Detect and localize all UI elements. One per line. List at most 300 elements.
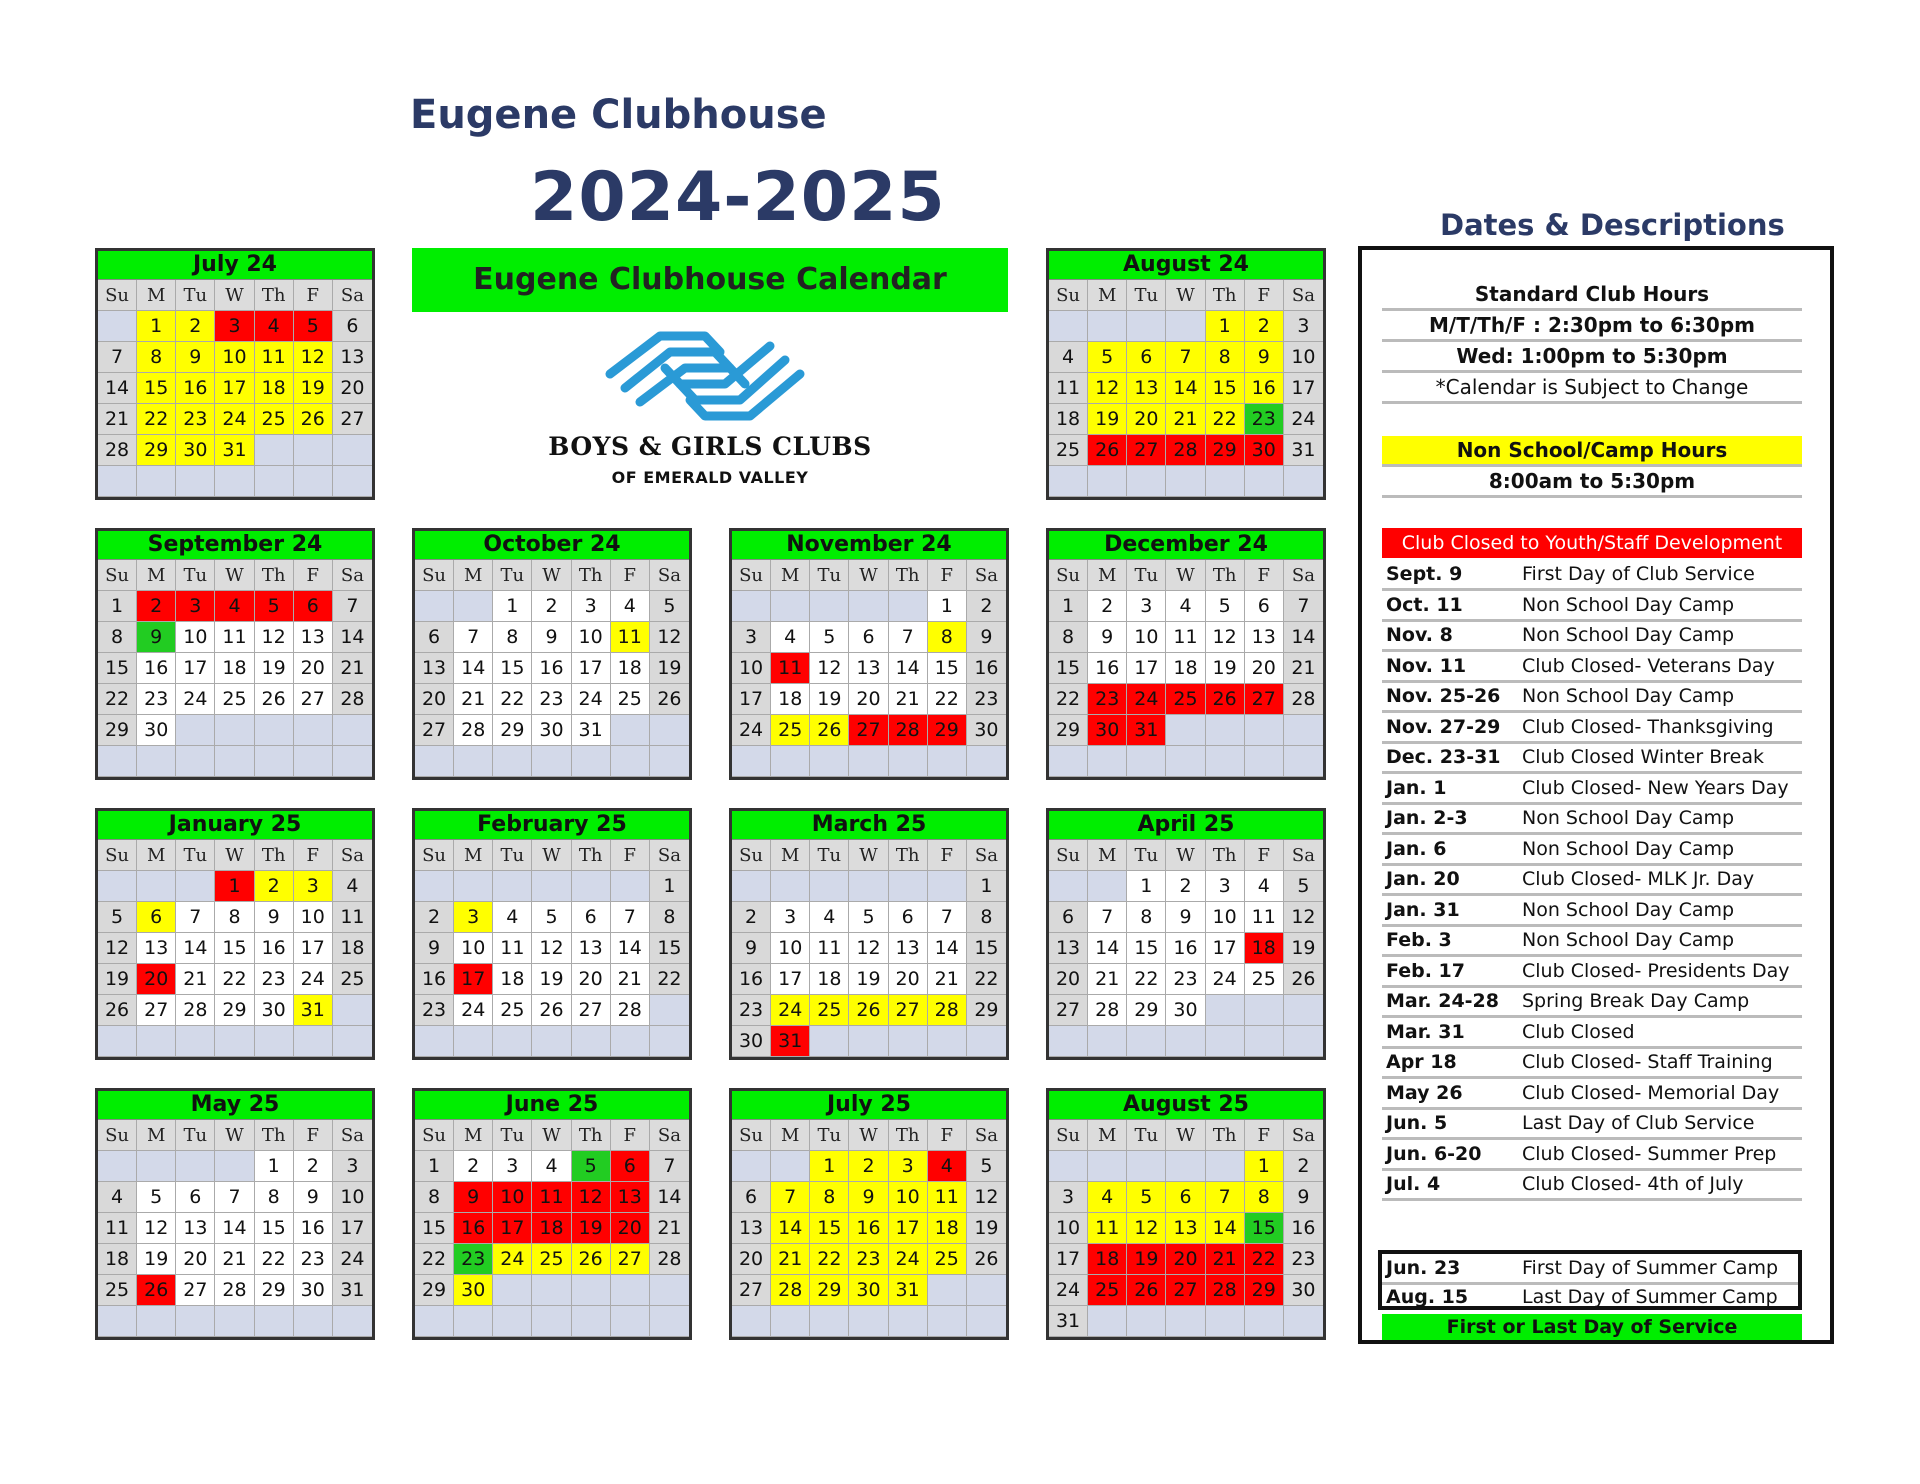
day-cell: 13 [333, 342, 372, 373]
day-cell: 28 [650, 1244, 689, 1275]
day-cell: 7 [333, 591, 372, 622]
weekday-header: Sa [1284, 280, 1323, 311]
day-cell: 7 [1166, 342, 1205, 373]
empty-day-cell [137, 1026, 176, 1057]
day-cell: 23 [415, 995, 454, 1026]
day-cell: 16 [1088, 653, 1127, 684]
day-cell: 25 [1088, 1275, 1127, 1306]
day-cell: 24 [1127, 684, 1166, 715]
day-cell: 20 [1127, 404, 1166, 435]
event-date: Jun. 5 [1386, 1112, 1448, 1134]
day-cell: 12 [650, 622, 689, 653]
empty-day-cell [1284, 1026, 1323, 1057]
empty-day-cell [889, 1306, 928, 1337]
weekday-header: M [137, 280, 176, 311]
empty-day-cell [454, 746, 493, 777]
day-cell: 2 [137, 591, 176, 622]
day-cell: 21 [1206, 1244, 1245, 1275]
weekday-header: M [1088, 560, 1127, 591]
weekday-header: Sa [650, 840, 689, 871]
day-cell: 15 [1206, 373, 1245, 404]
day-cell: 17 [732, 684, 771, 715]
empty-day-cell [532, 1275, 571, 1306]
day-cell: 10 [732, 653, 771, 684]
day-cell: 15 [493, 653, 532, 684]
day-cell: 3 [493, 1151, 532, 1182]
day-cell: 20 [1166, 1244, 1205, 1275]
weekday-header: F [611, 840, 650, 871]
day-cell: 16 [532, 653, 571, 684]
weekday-header: Su [732, 840, 771, 871]
weekday-header: F [1245, 560, 1284, 591]
empty-day-cell [732, 591, 771, 622]
month-calendar [412, 528, 692, 780]
event-date: Feb. 3 [1386, 929, 1452, 951]
day-cell: 16 [1166, 933, 1205, 964]
weekday-header: M [1088, 840, 1127, 871]
day-cell: 26 [98, 995, 137, 1026]
empty-day-cell [1049, 746, 1088, 777]
month-calendar [412, 808, 692, 1060]
day-cell: 3 [1049, 1182, 1088, 1213]
day-cell: 26 [967, 1244, 1006, 1275]
event-description: Last Day of Summer Camp [1522, 1286, 1778, 1308]
weekday-header: W [532, 840, 571, 871]
day-cell: 3 [333, 1151, 372, 1182]
weekday-header: F [294, 280, 333, 311]
weekday-header: W [532, 1120, 571, 1151]
empty-day-cell [176, 1306, 215, 1337]
day-cell: 12 [967, 1182, 1006, 1213]
day-cell: 18 [1088, 1244, 1127, 1275]
event-date: Jun. 23 [1386, 1257, 1461, 1279]
day-cell: 20 [849, 684, 888, 715]
hours-mttf: M/T/Th/F : 2:30pm to 6:30pm [1382, 311, 1802, 342]
day-cell: 8 [493, 622, 532, 653]
empty-day-cell [889, 871, 928, 902]
empty-day-cell [333, 1306, 372, 1337]
weekday-header: W [1166, 280, 1205, 311]
day-cell: 22 [650, 964, 689, 995]
weekday-header: Th [572, 840, 611, 871]
day-cell: 25 [928, 1244, 967, 1275]
day-cell: 12 [849, 933, 888, 964]
empty-day-cell [1088, 1151, 1127, 1182]
day-cell: 21 [215, 1244, 254, 1275]
empty-day-cell [1088, 1026, 1127, 1057]
day-cell: 15 [1049, 653, 1088, 684]
day-cell: 10 [889, 1182, 928, 1213]
weekday-header: Tu [1127, 840, 1166, 871]
day-cell: 1 [1206, 311, 1245, 342]
day-cell: 12 [1088, 373, 1127, 404]
day-cell: 6 [176, 1182, 215, 1213]
empty-day-cell [454, 1026, 493, 1057]
day-cell: 9 [137, 622, 176, 653]
event-date: Jan. 2-3 [1386, 807, 1468, 829]
weekday-header: W [849, 560, 888, 591]
day-cell: 24 [493, 1244, 532, 1275]
day-cell: 25 [810, 995, 849, 1026]
empty-day-cell [333, 715, 372, 746]
empty-day-cell [1049, 871, 1088, 902]
empty-day-cell [810, 746, 849, 777]
day-cell: 24 [333, 1244, 372, 1275]
month-calendar [95, 808, 375, 1060]
month-title: July 25 [732, 1091, 1006, 1120]
weekday-header: Su [1049, 560, 1088, 591]
day-cell: 17 [215, 373, 254, 404]
day-cell: 2 [1166, 871, 1205, 902]
non-school-hours: 8:00am to 5:30pm [1382, 467, 1802, 498]
day-cell: 19 [137, 1244, 176, 1275]
weekday-header: Su [98, 280, 137, 311]
empty-day-cell [1049, 311, 1088, 342]
day-cell: 27 [333, 404, 372, 435]
day-cell: 19 [1284, 933, 1323, 964]
empty-day-cell [1127, 311, 1166, 342]
empty-day-cell [1284, 995, 1323, 1026]
day-cell: 8 [215, 902, 254, 933]
day-cell: 29 [1245, 1275, 1284, 1306]
empty-day-cell [137, 746, 176, 777]
empty-day-cell [215, 715, 254, 746]
boys-girls-clubs-logo [530, 324, 890, 494]
empty-day-cell [1088, 311, 1127, 342]
summer-row [1382, 1254, 1798, 1285]
empty-day-cell [294, 1306, 333, 1337]
day-cell: 27 [1166, 1275, 1205, 1306]
day-cell: 9 [1284, 1182, 1323, 1213]
event-description: Non School Day Camp [1522, 807, 1735, 829]
day-cell: 4 [333, 871, 372, 902]
empty-day-cell [1088, 1306, 1127, 1337]
event-row [1382, 560, 1802, 591]
day-cell: 20 [889, 964, 928, 995]
day-cell: 21 [889, 684, 928, 715]
day-cell: 14 [454, 653, 493, 684]
day-cell: 5 [294, 311, 333, 342]
day-cell: 17 [1127, 653, 1166, 684]
day-cell: 13 [1166, 1213, 1205, 1244]
empty-day-cell [1206, 995, 1245, 1026]
event-row [1382, 896, 1802, 927]
day-cell: 23 [532, 684, 571, 715]
month-calendar [729, 528, 1009, 780]
event-description: Club Closed- New Years Day [1522, 776, 1789, 799]
event-description: Club Closed- Memorial Day [1522, 1081, 1780, 1104]
event-description: Last Day of Club Service [1522, 1112, 1755, 1134]
event-row [1382, 1140, 1802, 1171]
first-last-day-legend: First or Last Day of Service [1382, 1314, 1802, 1340]
day-cell: 11 [255, 342, 294, 373]
day-cell: 15 [415, 1213, 454, 1244]
empty-day-cell [1245, 715, 1284, 746]
day-cell: 26 [650, 684, 689, 715]
day-cell: 30 [176, 435, 215, 466]
day-cell: 6 [294, 591, 333, 622]
day-cell: 7 [771, 1182, 810, 1213]
empty-day-cell [215, 1026, 254, 1057]
day-cell: 25 [493, 995, 532, 1026]
event-description: First Day of Summer Camp [1522, 1257, 1779, 1279]
day-cell: 30 [255, 995, 294, 1026]
event-row [1382, 652, 1802, 683]
event-row [1382, 1170, 1802, 1201]
empty-day-cell [98, 871, 137, 902]
weekday-header: Th [572, 560, 611, 591]
day-cell: 5 [1088, 342, 1127, 373]
empty-day-cell [532, 746, 571, 777]
weekday-header: Sa [650, 560, 689, 591]
day-cell: 28 [98, 435, 137, 466]
day-cell: 30 [1166, 995, 1205, 1026]
day-cell: 18 [98, 1244, 137, 1275]
day-cell: 17 [454, 964, 493, 995]
day-cell: 25 [98, 1275, 137, 1306]
day-cell: 19 [98, 964, 137, 995]
day-cell: 2 [1284, 1151, 1323, 1182]
weekday-header: Su [732, 1120, 771, 1151]
empty-day-cell [415, 591, 454, 622]
day-cell: 4 [255, 311, 294, 342]
day-cell: 21 [771, 1244, 810, 1275]
event-description: Club Closed Winter Break [1522, 746, 1764, 768]
day-cell: 7 [454, 622, 493, 653]
weekday-header: F [928, 840, 967, 871]
day-cell: 27 [889, 995, 928, 1026]
day-cell: 4 [810, 902, 849, 933]
day-cell: 11 [1166, 622, 1205, 653]
day-cell: 1 [415, 1151, 454, 1182]
weekday-header: M [454, 840, 493, 871]
day-cell: 20 [1049, 964, 1088, 995]
day-cell: 19 [967, 1213, 1006, 1244]
empty-day-cell [732, 1306, 771, 1337]
day-cell: 23 [1166, 964, 1205, 995]
day-cell: 5 [532, 902, 571, 933]
day-cell: 23 [732, 995, 771, 1026]
empty-day-cell [1127, 1151, 1166, 1182]
day-cell: 28 [771, 1275, 810, 1306]
day-cell: 24 [176, 684, 215, 715]
day-cell: 15 [928, 653, 967, 684]
day-cell: 15 [967, 933, 1006, 964]
day-cell: 8 [1127, 902, 1166, 933]
weekday-header: M [1088, 1120, 1127, 1151]
day-cell: 22 [1206, 404, 1245, 435]
empty-day-cell [1166, 1026, 1205, 1057]
day-cell: 5 [1206, 591, 1245, 622]
weekday-header: W [215, 280, 254, 311]
day-cell: 17 [493, 1213, 532, 1244]
day-cell: 16 [294, 1213, 333, 1244]
event-row [1382, 774, 1802, 805]
weekday-header: F [611, 1120, 650, 1151]
empty-day-cell [333, 995, 372, 1026]
weekday-header: Th [572, 1120, 611, 1151]
day-cell: 16 [1284, 1213, 1323, 1244]
day-cell: 11 [493, 933, 532, 964]
day-cell: 5 [137, 1182, 176, 1213]
day-cell: 28 [215, 1275, 254, 1306]
day-cell: 27 [176, 1275, 215, 1306]
day-cell: 4 [1245, 871, 1284, 902]
day-cell: 20 [294, 653, 333, 684]
day-cell: 17 [176, 653, 215, 684]
empty-day-cell [928, 871, 967, 902]
calendar-banner: Eugene Clubhouse Calendar [412, 248, 1008, 312]
day-cell: 17 [1206, 933, 1245, 964]
empty-day-cell [1166, 1306, 1205, 1337]
day-cell: 3 [454, 902, 493, 933]
empty-day-cell [215, 466, 254, 497]
weekday-header: Th [1206, 280, 1245, 311]
day-cell: 8 [415, 1182, 454, 1213]
weekday-header: Tu [810, 840, 849, 871]
day-cell: 12 [1206, 622, 1245, 653]
empty-day-cell [294, 435, 333, 466]
day-cell: 29 [98, 715, 137, 746]
empty-day-cell [572, 1026, 611, 1057]
day-cell: 8 [255, 1182, 294, 1213]
weekday-header: Su [1049, 280, 1088, 311]
weekday-header: Su [732, 560, 771, 591]
day-cell: 12 [137, 1213, 176, 1244]
day-cell: 29 [928, 715, 967, 746]
day-cell: 19 [294, 373, 333, 404]
event-date: Nov. 25-26 [1386, 685, 1501, 707]
day-cell: 7 [889, 622, 928, 653]
day-cell: 17 [294, 933, 333, 964]
day-cell: 4 [1166, 591, 1205, 622]
day-cell: 11 [98, 1213, 137, 1244]
empty-day-cell [1166, 1151, 1205, 1182]
day-cell: 15 [215, 933, 254, 964]
day-cell: 6 [611, 1151, 650, 1182]
day-cell: 1 [650, 871, 689, 902]
day-cell: 15 [810, 1213, 849, 1244]
month-calendar [1046, 808, 1326, 1060]
day-cell: 9 [1166, 902, 1205, 933]
empty-day-cell [255, 435, 294, 466]
weekday-header: Sa [333, 840, 372, 871]
day-cell: 12 [255, 622, 294, 653]
day-cell: 19 [810, 684, 849, 715]
day-cell: 11 [928, 1182, 967, 1213]
day-cell: 10 [1206, 902, 1245, 933]
day-cell: 1 [137, 311, 176, 342]
day-cell: 1 [1127, 871, 1166, 902]
event-description: Club Closed- 4th of July [1522, 1173, 1744, 1195]
empty-day-cell [1206, 1151, 1245, 1182]
day-cell: 24 [572, 684, 611, 715]
weekday-header: F [1245, 840, 1284, 871]
day-cell: 23 [967, 684, 1006, 715]
event-date: Jan. 1 [1386, 776, 1447, 799]
month-calendar [1046, 248, 1326, 500]
empty-day-cell [1206, 1306, 1245, 1337]
day-cell: 18 [333, 933, 372, 964]
day-cell: 8 [98, 622, 137, 653]
day-cell: 12 [532, 933, 571, 964]
weekday-header: Tu [176, 1120, 215, 1151]
empty-day-cell [650, 746, 689, 777]
empty-day-cell [255, 466, 294, 497]
day-cell: 3 [732, 622, 771, 653]
day-cell: 8 [967, 902, 1006, 933]
day-cell: 17 [771, 964, 810, 995]
day-cell: 23 [454, 1244, 493, 1275]
empty-day-cell [1245, 1026, 1284, 1057]
day-cell: 2 [1088, 591, 1127, 622]
weekday-header: Th [1206, 560, 1245, 591]
day-cell: 3 [1206, 871, 1245, 902]
weekday-header: Su [415, 1120, 454, 1151]
day-cell: 21 [454, 684, 493, 715]
day-cell: 20 [732, 1244, 771, 1275]
day-cell: 31 [1284, 435, 1323, 466]
day-cell: 23 [137, 684, 176, 715]
event-date: Jun. 6-20 [1386, 1142, 1482, 1165]
event-date: Jul. 4 [1386, 1173, 1441, 1195]
day-cell: 11 [1049, 373, 1088, 404]
day-cell: 19 [849, 964, 888, 995]
empty-day-cell [1127, 466, 1166, 497]
empty-day-cell [849, 1306, 888, 1337]
day-cell: 14 [98, 373, 137, 404]
empty-day-cell [611, 871, 650, 902]
day-cell: 8 [928, 622, 967, 653]
empty-day-cell [1127, 1306, 1166, 1337]
dates-descriptions-title: Dates & Descriptions [1440, 208, 1785, 242]
day-cell: 18 [532, 1213, 571, 1244]
day-cell: 16 [732, 964, 771, 995]
day-cell: 9 [849, 1182, 888, 1213]
day-cell: 12 [810, 653, 849, 684]
day-cell: 19 [255, 653, 294, 684]
day-cell: 2 [849, 1151, 888, 1182]
event-row [1382, 835, 1802, 866]
day-cell: 18 [771, 684, 810, 715]
day-cell: 29 [967, 995, 1006, 1026]
day-cell: 16 [967, 653, 1006, 684]
day-cell: 29 [255, 1275, 294, 1306]
weekday-header: Tu [1127, 560, 1166, 591]
day-cell: 14 [333, 622, 372, 653]
day-cell: 21 [611, 964, 650, 995]
day-cell: 1 [215, 871, 254, 902]
weekday-header: M [137, 560, 176, 591]
day-cell: 5 [1127, 1182, 1166, 1213]
day-cell: 4 [1049, 342, 1088, 373]
day-cell: 26 [572, 1244, 611, 1275]
day-cell: 10 [333, 1182, 372, 1213]
empty-day-cell [650, 1275, 689, 1306]
day-cell: 29 [493, 715, 532, 746]
day-cell: 11 [1088, 1213, 1127, 1244]
day-cell: 24 [1206, 964, 1245, 995]
weekday-header: F [928, 560, 967, 591]
empty-day-cell [771, 1306, 810, 1337]
standard-hours-title: Standard Club Hours [1382, 280, 1802, 311]
day-cell: 1 [1049, 591, 1088, 622]
weekday-header: F [928, 1120, 967, 1151]
empty-day-cell [889, 1026, 928, 1057]
empty-day-cell [255, 746, 294, 777]
event-row [1382, 1109, 1802, 1140]
day-cell: 23 [176, 404, 215, 435]
